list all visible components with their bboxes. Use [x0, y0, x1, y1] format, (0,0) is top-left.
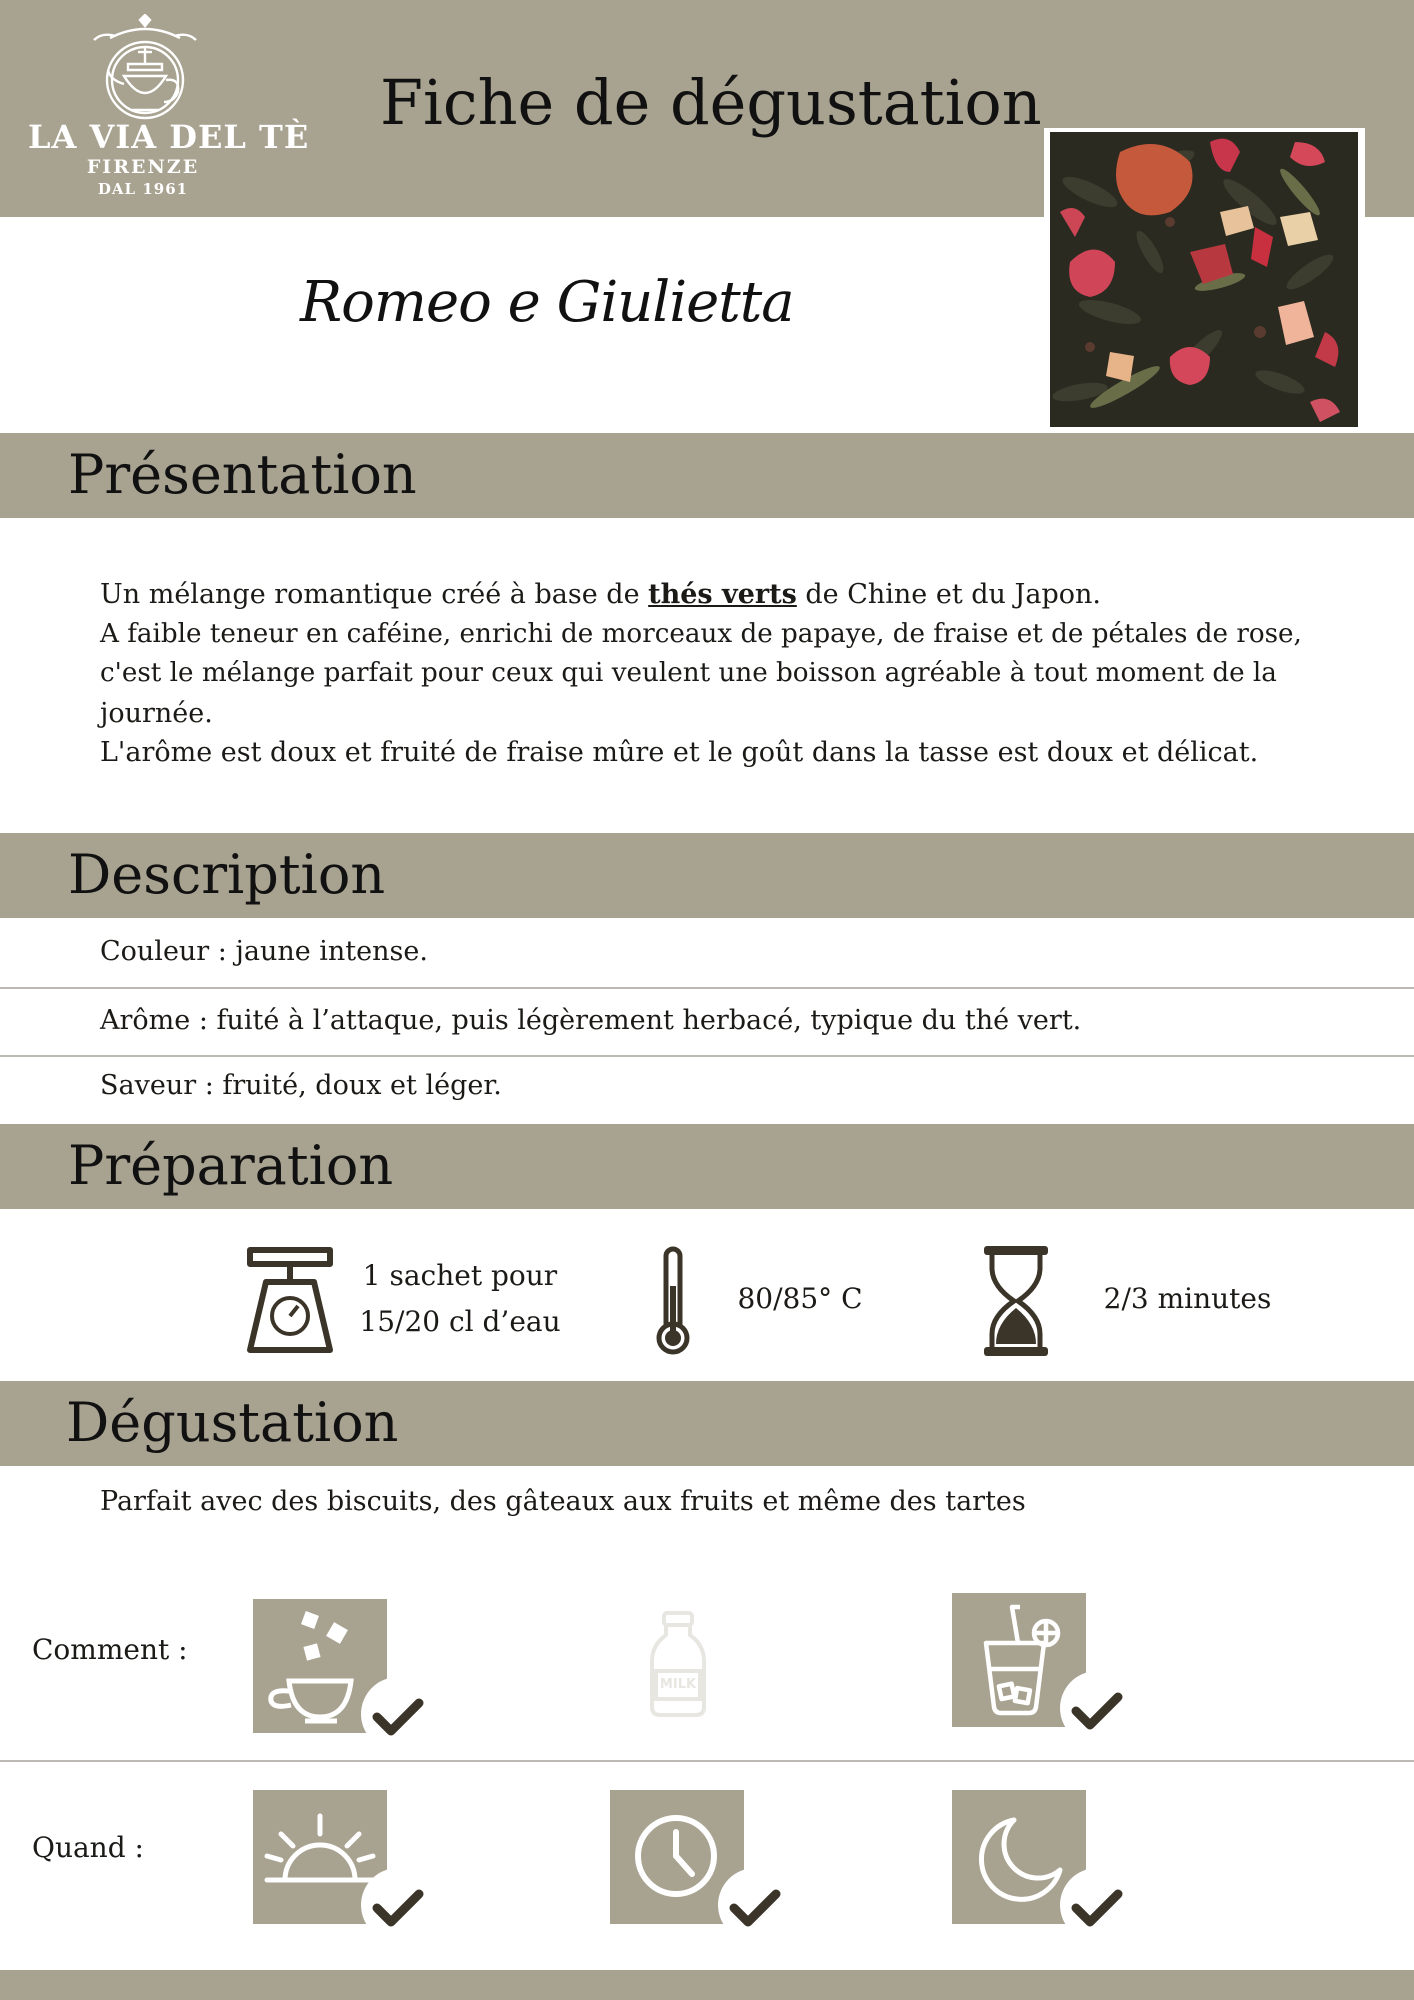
scale-icon — [246, 1246, 334, 1356]
check-badge — [361, 1868, 435, 1942]
presentation-line-2: A faible teneur en caféine, enrichi de morceaux de papaye, de fraise et de pétales de rose, — [100, 618, 1302, 649]
prep-dose-line2: 15/20 cl d’eau — [359, 1305, 561, 1338]
moon-tile — [952, 1790, 1086, 1924]
brand-logo — [28, 14, 310, 204]
brand-city: FIRENZE — [86, 156, 200, 178]
brand-name: LA VIA DEL TÈ — [28, 118, 310, 156]
presentation-line-4: journée. — [100, 697, 213, 729]
description-arome: Arôme : fuité à l’attaque, puis légèrement herbacé, typique du thé vert. — [100, 1005, 1082, 1036]
green-teas-link[interactable]: thés verts — [648, 579, 797, 610]
degustation-pairing: Parfait avec des biscuits, des gâteaux aux fruits et même des tartes — [100, 1486, 1026, 1517]
milk-bottle-tile — [610, 1599, 744, 1733]
footer-band — [0, 1970, 1414, 2000]
prep-dose-line1: 1 sachet pour — [362, 1259, 558, 1292]
prep-temperature: 80/85° C — [737, 1282, 863, 1315]
divider — [0, 1760, 1414, 1762]
preparation-title: Préparation — [68, 1134, 394, 1197]
tea-leaves-photo — [1050, 132, 1358, 427]
page-title: Fiche de dégustation — [380, 66, 1042, 139]
tea-name: Romeo e Giulietta — [300, 270, 794, 335]
description-saveur: Saveur : fruité, doux et léger. — [100, 1070, 502, 1101]
presentation-line-3: c'est le mélange parfait pour ceux qui veulent une boisson agréable à tout moment de la — [100, 658, 1277, 688]
presentation-line-5: L'arôme est doux et fruité de fraise mûre et le goût dans la tasse est doux et délicat. — [100, 737, 1259, 768]
milk-bottle-icon — [610, 1599, 744, 1733]
divider — [0, 1055, 1414, 1057]
check-icon — [361, 1868, 435, 1942]
thermometer-icon — [655, 1246, 691, 1356]
hourglass-icon — [984, 1246, 1048, 1356]
check-badge — [361, 1677, 435, 1751]
teapot-emblem-icon — [28, 14, 258, 126]
check-icon — [361, 1677, 435, 1751]
check-icon — [1060, 1671, 1134, 1745]
quand-label: Quand : — [32, 1831, 144, 1864]
check-icon — [718, 1868, 792, 1942]
divider — [0, 987, 1414, 989]
sunrise-tile — [253, 1790, 387, 1924]
brand-since: DAL 1961 — [97, 180, 189, 198]
presentation-title: Présentation — [68, 443, 417, 506]
sugar-tea-tile — [253, 1599, 387, 1733]
presentation-text — [100, 575, 1380, 773]
description-couleur: Couleur : jaune intense. — [100, 936, 428, 967]
check-badge — [718, 1868, 792, 1942]
presentation-line-1: Un mélange romantique créé à base de thés verts de Chine et du Japon. — [100, 579, 1101, 610]
check-badge — [1060, 1671, 1134, 1745]
check-badge — [1060, 1868, 1134, 1942]
comment-label: Comment : — [32, 1633, 188, 1666]
prep-dose — [345, 1253, 575, 1345]
iced-tea-tile — [952, 1593, 1086, 1727]
check-icon — [1060, 1868, 1134, 1942]
clock-tile — [610, 1790, 744, 1924]
prep-time: 2/3 minutes — [1103, 1282, 1272, 1315]
milk-label: MILK — [659, 1677, 697, 1692]
description-title: Description — [68, 843, 386, 906]
degustation-title: Dégustation — [66, 1391, 399, 1454]
